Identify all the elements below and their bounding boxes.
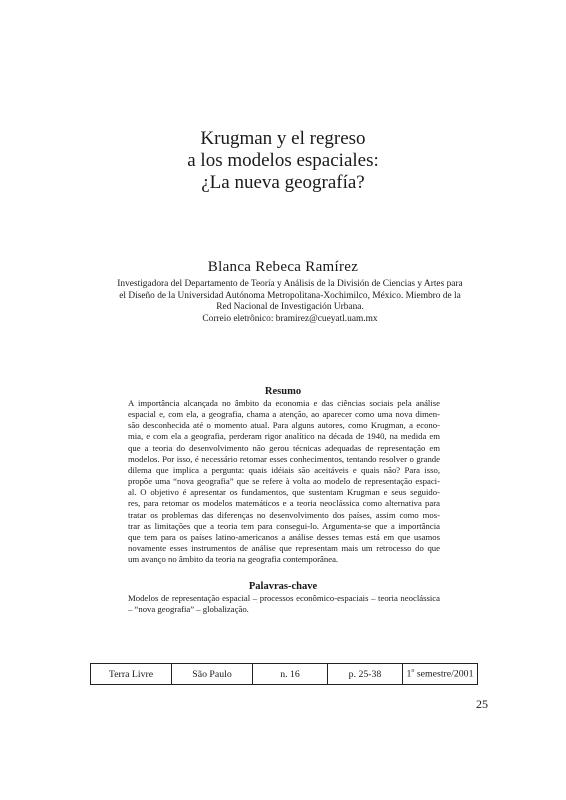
abstract-line: que a teoria do desenvolvimento não gerou técnicas adequadas de representação em	[128, 442, 440, 453]
journal-city: São Paulo	[172, 664, 253, 685]
abstract-line: trar as limitações que a teoria tem para consegui-lo. Argumenta-se que a importância	[128, 520, 440, 531]
semester-ordinal: o	[411, 668, 415, 675]
abstract-line: tratar os problemas das diferenças no desenvolvimento dos países, assim como mos-	[128, 509, 440, 520]
abstract-line: propõe uma “nova geografia” que se refere à volta ao modelo de representação espaci-	[128, 476, 440, 487]
abstract-line: espacial e, com ela, a geografia, chama a atenção, ao aparecer como uma nova dimen-	[128, 409, 440, 420]
resumo-body	[128, 398, 440, 565]
affiliation-email: Correio eletrônico: bramirez@cueyatl.uam.mx	[202, 313, 378, 324]
abstract-line: modelos. Por isso, é necessário retomar esses conhecimentos, tentando resolver o grande	[128, 453, 440, 464]
abstract-line: dilema que implica a pergunta: quais idéiais são aceitáveis e quais não? Para isso,	[128, 464, 440, 475]
page-number: 25	[476, 697, 488, 711]
title-line-2: a los modelos espaciales:	[187, 150, 379, 171]
abstract-line: são desconhecida até o momento atual. Para alguns autores, como Krugman, a econo-	[128, 420, 440, 431]
title-line-3: ¿La nueva geografía?	[201, 172, 365, 193]
affiliation-line: Investigadora del Departamento de Teoría y Análisis de la División de Ciencias y Artes para	[117, 279, 463, 289]
title-line-1: Krugman y el regreso	[200, 128, 366, 149]
journal-name: Terra Livre	[91, 664, 172, 685]
keywords-line: Modelos de representação espacial – processos econômico-espaciais – teoria neoclássica	[128, 593, 440, 603]
author-affiliation	[100, 279, 480, 325]
journal-pages: p. 25-38	[328, 664, 403, 685]
abstract-line: um avanço no âmbito da teoria na geografia contemporânea.	[128, 554, 339, 565]
abstract-line: mia, e com ela a geografia, perderam rigor analítico na década de 1940, na medida em	[128, 431, 440, 442]
author-name: Blanca Rebeca Ramírez	[207, 259, 359, 275]
bibliographic-info-table	[90, 663, 478, 685]
affiliation-line: Red Nacional de Investigación Urbana.	[216, 302, 364, 312]
semester-text: semestre/2001	[414, 668, 474, 680]
paper-title	[0, 128, 566, 194]
journal-semester	[403, 664, 478, 685]
journal-issue: n. 16	[253, 664, 328, 685]
abstract-line: novamente esses instrumentos de análise que representam mais um retrocesso do que	[128, 543, 440, 554]
resumo-heading: Resumo	[264, 386, 302, 397]
abstract-line: res, para retomar os modelos matemáticos e a teoria neoclássica como alternativa para	[128, 498, 440, 509]
keywords-body	[128, 593, 440, 615]
abstract-line: A importância alcançada no âmbito da economia e das ciências sociais pela análise	[128, 398, 440, 408]
keywords-heading: Palavras-chave	[248, 581, 318, 592]
keywords-line: – “nova geografia” – globalização.	[128, 604, 249, 615]
abstract-line: que tem para os países latino-americanos a análise desses temas está em que usamos	[128, 531, 440, 542]
abstract-line: al. O objetivo é apresentar os fundamentos, que sustentam Krugman e seus seguido-	[128, 487, 440, 498]
semester-number: 1	[406, 668, 412, 680]
affiliation-line: el Diseño de la Universidad Autónoma Metropolitana-Xochimilco, México. Miembro de la	[119, 290, 461, 301]
bibliographic-info-row	[91, 664, 478, 685]
